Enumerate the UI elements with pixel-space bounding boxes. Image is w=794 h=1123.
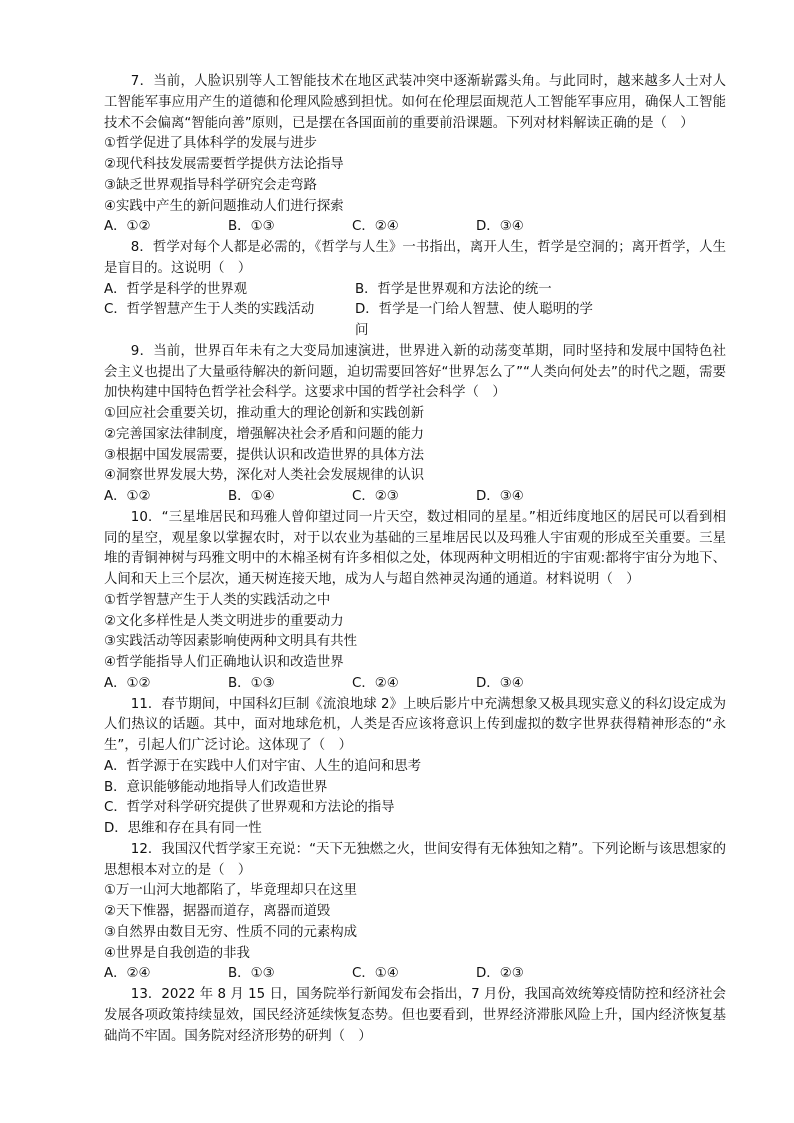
choice-d[interactable]: D．思维和存在具有同一性	[104, 821, 262, 836]
exam-page	[104, 72, 726, 1047]
choice-c[interactable]: C．哲学智慧产生于人类的实践活动	[104, 302, 315, 318]
statement-list	[104, 404, 726, 487]
choice-b[interactable]: B．①③	[228, 675, 275, 691]
statement-item: ②完善国家法律制度，增强解决社会矛盾和问题的能力	[104, 426, 424, 442]
choice-b[interactable]: B．①③	[228, 966, 275, 982]
statement-item: ②天下惟器，据器而道存，离器而道毁	[104, 904, 331, 919]
choice-b[interactable]: B．①④	[228, 489, 275, 504]
statement-item: ②文化多样性是人类文明进步的重要动力	[104, 613, 344, 629]
choice-d[interactable]: D．③④	[476, 219, 524, 235]
question-stem: 10．“三星堆居民和玛雅人曾仰望过同一片天空，数过相同的星星。”相近纬度地区的居民可以看到相同的星空，观星象以掌握农时，对于以农业为基础的三星堆居民以及玛雅人宇宙观的形成至关重要。三星堆的青铜神树与玛雅文明中的木棉圣树有许多相似之处，体现两种文明相近的宇宙观:都将宇宙分为地下、人间和天上三个层次，通天树连接天地，成为人与超自然神灵沟通的通道。材料说明（ ）	[104, 509, 726, 587]
choice-b[interactable]: B．哲学是世界观和方法论的统一	[355, 281, 552, 297]
choice-d[interactable]: D．②③	[476, 966, 524, 982]
statement-item: ④洞察世界发展大势，深化对人类社会发展规律的认识	[104, 468, 424, 484]
question-stem: 8．哲学对每个人都是必需的，《哲学与人生》一书指出，离开人生，哲学是空洞的；离开哲学，人生是盲目的。这说明（ ）	[104, 240, 726, 276]
statement-item: ①哲学智慧产生于人类的实践活动之中	[104, 592, 331, 608]
choice-c[interactable]: C．②④	[352, 675, 399, 691]
statement-item: ③实践活动等因素影响使两种文明具有共性	[104, 634, 358, 650]
choice-c[interactable]: C．①④	[352, 966, 399, 982]
choice-c[interactable]: C．②④	[352, 219, 399, 235]
choice-d[interactable]: D．③④	[476, 675, 524, 691]
question-10	[104, 508, 726, 695]
answer-choices	[104, 674, 726, 695]
question-12	[104, 840, 726, 985]
answer-choices	[104, 217, 726, 238]
choice-b[interactable]: B．意识能够能动地指导人们改造世界	[104, 779, 328, 795]
statement-item: ②现代科技发展需要哲学提供方法论指导	[104, 157, 344, 172]
statement-item: ①万一山河大地都陷了，毕竟理却只在这里	[104, 883, 358, 899]
question-7	[104, 72, 726, 238]
answer-choices-row-2	[104, 300, 726, 342]
choice-a[interactable]: A．①②	[104, 219, 151, 235]
question-stem: 7．当前，人脸识别等人工智能技术在地区武装冲突中逐渐崭露头角。与此同时，越来越多人士对人工智能军事应用产生的道德和伦理风险感到担忧。如何在伦理层面规范人工智能军事应用，确保人工智能技术不会偏离“智能向善”原则，已是摆在各国面前的重要前沿课题。下列对材料解读正确的是（ ）	[104, 74, 726, 131]
choice-a[interactable]: A．①②	[104, 675, 151, 691]
choice-a[interactable]: A．哲学是科学的世界观	[104, 281, 248, 297]
choice-b[interactable]: B．①③	[228, 219, 275, 235]
statement-item: ①哲学促进了具体科学的发展与进步	[104, 136, 317, 152]
statement-item: ④哲学能指导人们正确地认识和改造世界	[104, 655, 344, 670]
question-9	[104, 342, 726, 508]
choice-c[interactable]: C．②③	[352, 489, 399, 504]
answer-choices	[104, 487, 726, 508]
choice-c[interactable]: C．哲学对科学研究提供了世界观和方法论的指导	[104, 800, 395, 816]
answer-choices-row-1	[104, 280, 726, 301]
question-stem: 12．我国汉代哲学家王充说：“天下无独燃之火，世间安得有无体独知之精”。下列论断与该思想家的思想根本对立的是（ ）	[104, 841, 726, 878]
statement-item: ③自然界由数目无穷、性质不同的元素构成	[104, 924, 358, 940]
statement-list	[104, 591, 726, 674]
question-stem: 9．当前，世界百年未有之大变局加速演进，世界进入新的动荡变革期，同时坚持和发展中国特色社会主义也提出了大量亟待解决的新问题，迫切需要回答好“世界怎么了”“人类向何处去”的时代之题，需要加快构建中国特色哲学社会科学。这要求中国的哲学社会科学（ ）	[104, 343, 726, 401]
statement-item: ④实践中产生的新问题推动人们进行探索	[104, 198, 344, 214]
question-stem: 13．2022 年 8 月 15 日，国务院举行新闻发布会指出，7 月份，我国高效统筹疫情防控和经济社会发展各项政策持续显效，国民经济延续恢复态势。但也要看到，世界经济滞胀风险上升，国内经济恢复基础尚不牢固。国务院对经济形势的研判（ ）	[104, 987, 726, 1044]
choice-a[interactable]: A．①②	[104, 489, 151, 504]
statement-item: ③缺乏世界观指导科学研究会走弯路	[104, 177, 317, 193]
statement-list	[104, 881, 726, 964]
choice-a[interactable]: A．②④	[104, 966, 151, 982]
choice-d[interactable]: D．③④	[476, 489, 524, 504]
question-13	[104, 985, 726, 1047]
statement-item: ①回应社会重要关切，推动重大的理论创新和实践创新	[104, 406, 424, 421]
question-11	[104, 695, 726, 840]
answer-choices	[104, 964, 726, 985]
statement-item: ③根据中国发展需要，提供认识和改造世界的具体方法	[104, 447, 424, 463]
statement-item: ④世界是自我创造的非我	[104, 945, 250, 961]
choice-d[interactable]: D．哲学是一门给人智慧、使人聪明的学问	[355, 302, 593, 338]
statement-list	[104, 134, 726, 217]
question-8	[104, 238, 726, 342]
question-stem: 11．春节期间，中国科幻巨制《流浪地球 2》上映后影片中充满想象又极具现实意义的科幻设定成为人们热议的话题。其中，面对地球危机，人类是否应该将意识上传到虚拟的数字世界获得精神形态的“永生”，引起人们广泛讨论。这体现了（ ）	[104, 696, 726, 753]
choice-a[interactable]: A．哲学源于在实践中人们对宇宙、人生的追问和思考	[104, 758, 422, 774]
